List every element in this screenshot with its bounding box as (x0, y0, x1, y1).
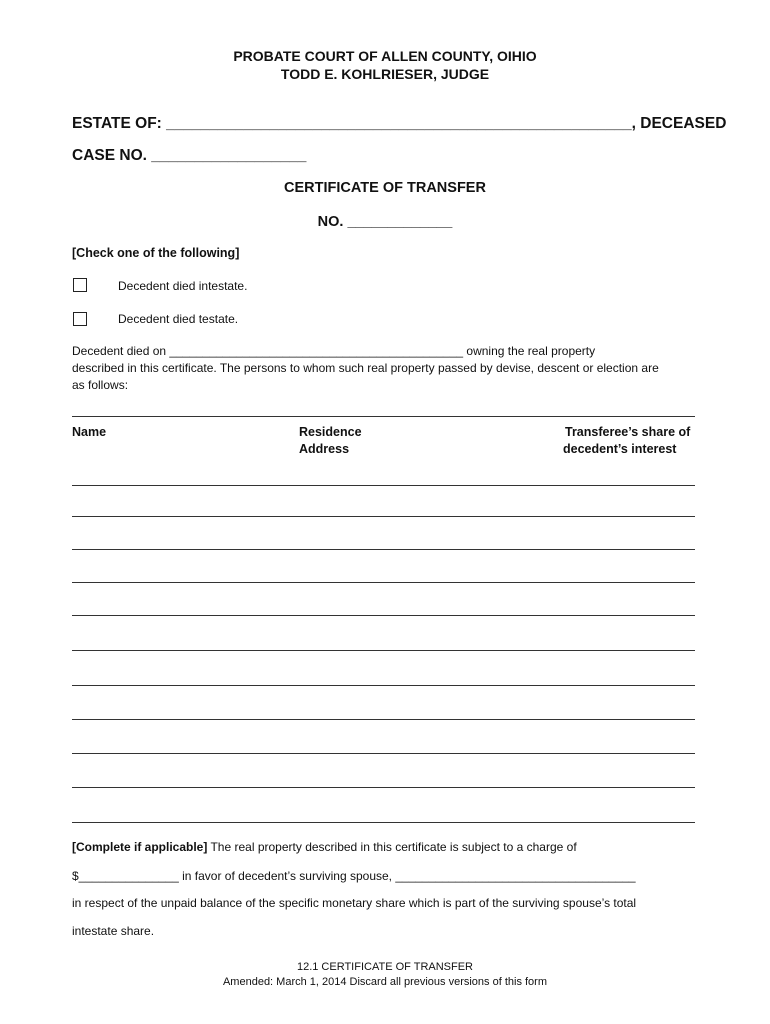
spouse-charge-line: $_______________ in favor of decedent’s surviving spouse, ____________________________________ (72, 869, 636, 883)
testate-checkbox[interactable] (73, 312, 87, 326)
transferee-row-line[interactable] (72, 582, 695, 583)
footer-form-name: 12.1 CERTIFICATE OF TRANSFER (296, 961, 474, 973)
column-header-interest: decedent’s interest (563, 442, 677, 456)
transferee-row-line[interactable] (72, 650, 695, 651)
testate-label: Decedent died testate. (118, 312, 239, 326)
transferee-row-line[interactable] (72, 549, 695, 550)
applicable-paragraph-line-4: intestate share. (72, 924, 155, 938)
decedent-paragraph-line-3: as follows: (72, 378, 129, 392)
court-name: PROBATE COURT OF ALLEN COUNTY, OIHIO (233, 48, 537, 64)
estate-of-line: ESTATE OF: ______________________________________________________, DECEASED (72, 115, 727, 132)
column-header-address: Address (299, 442, 350, 456)
transferee-row-line[interactable] (72, 719, 695, 720)
judge-name: TODD E. KOHLRIESER, JUDGE (280, 66, 490, 82)
footer-amended-note: Amended: March 1, 2014 Discard all previous versions of this form (222, 976, 548, 988)
transferee-row-line[interactable] (72, 685, 695, 686)
transferee-row-line[interactable] (72, 615, 695, 616)
check-instruction: [Check one of the following] (72, 246, 240, 260)
case-number-line: CASE NO. __________________ (72, 147, 307, 164)
transferee-row-line[interactable] (72, 753, 695, 754)
applicable-paragraph-line-1 (72, 840, 577, 854)
form-title: CERTIFICATE OF TRANSFER (284, 180, 486, 196)
transferee-row-line[interactable] (72, 822, 695, 823)
intestate-checkbox[interactable] (73, 278, 87, 292)
applicable-paragraph-line-3: in respect of the unpaid balance of the specific monetary share which is part of the surviving spouse’s total (72, 896, 637, 910)
table-top-rule (72, 416, 695, 417)
applicable-label: [Complete if applicable] (72, 840, 208, 854)
decedent-died-line: Decedent died on ____________________________________________ owning the real property (72, 344, 596, 358)
column-header-name: Name (72, 425, 107, 439)
column-header-share: Transferee’s share of (565, 425, 691, 439)
transferee-row-line[interactable] (72, 787, 695, 788)
transferee-row-line[interactable] (72, 485, 695, 486)
certificate-number-line: NO. _____________ (317, 214, 453, 230)
applicable-text: The real property described in this certificate is subject to a charge of (207, 840, 577, 854)
decedent-paragraph-line-2: described in this certificate. The persons to whom such real property passed by devise, descent or election are (72, 361, 659, 375)
column-header-residence: Residence (299, 425, 362, 439)
intestate-label: Decedent died intestate. (118, 279, 248, 293)
transferee-row-line[interactable] (72, 516, 695, 517)
